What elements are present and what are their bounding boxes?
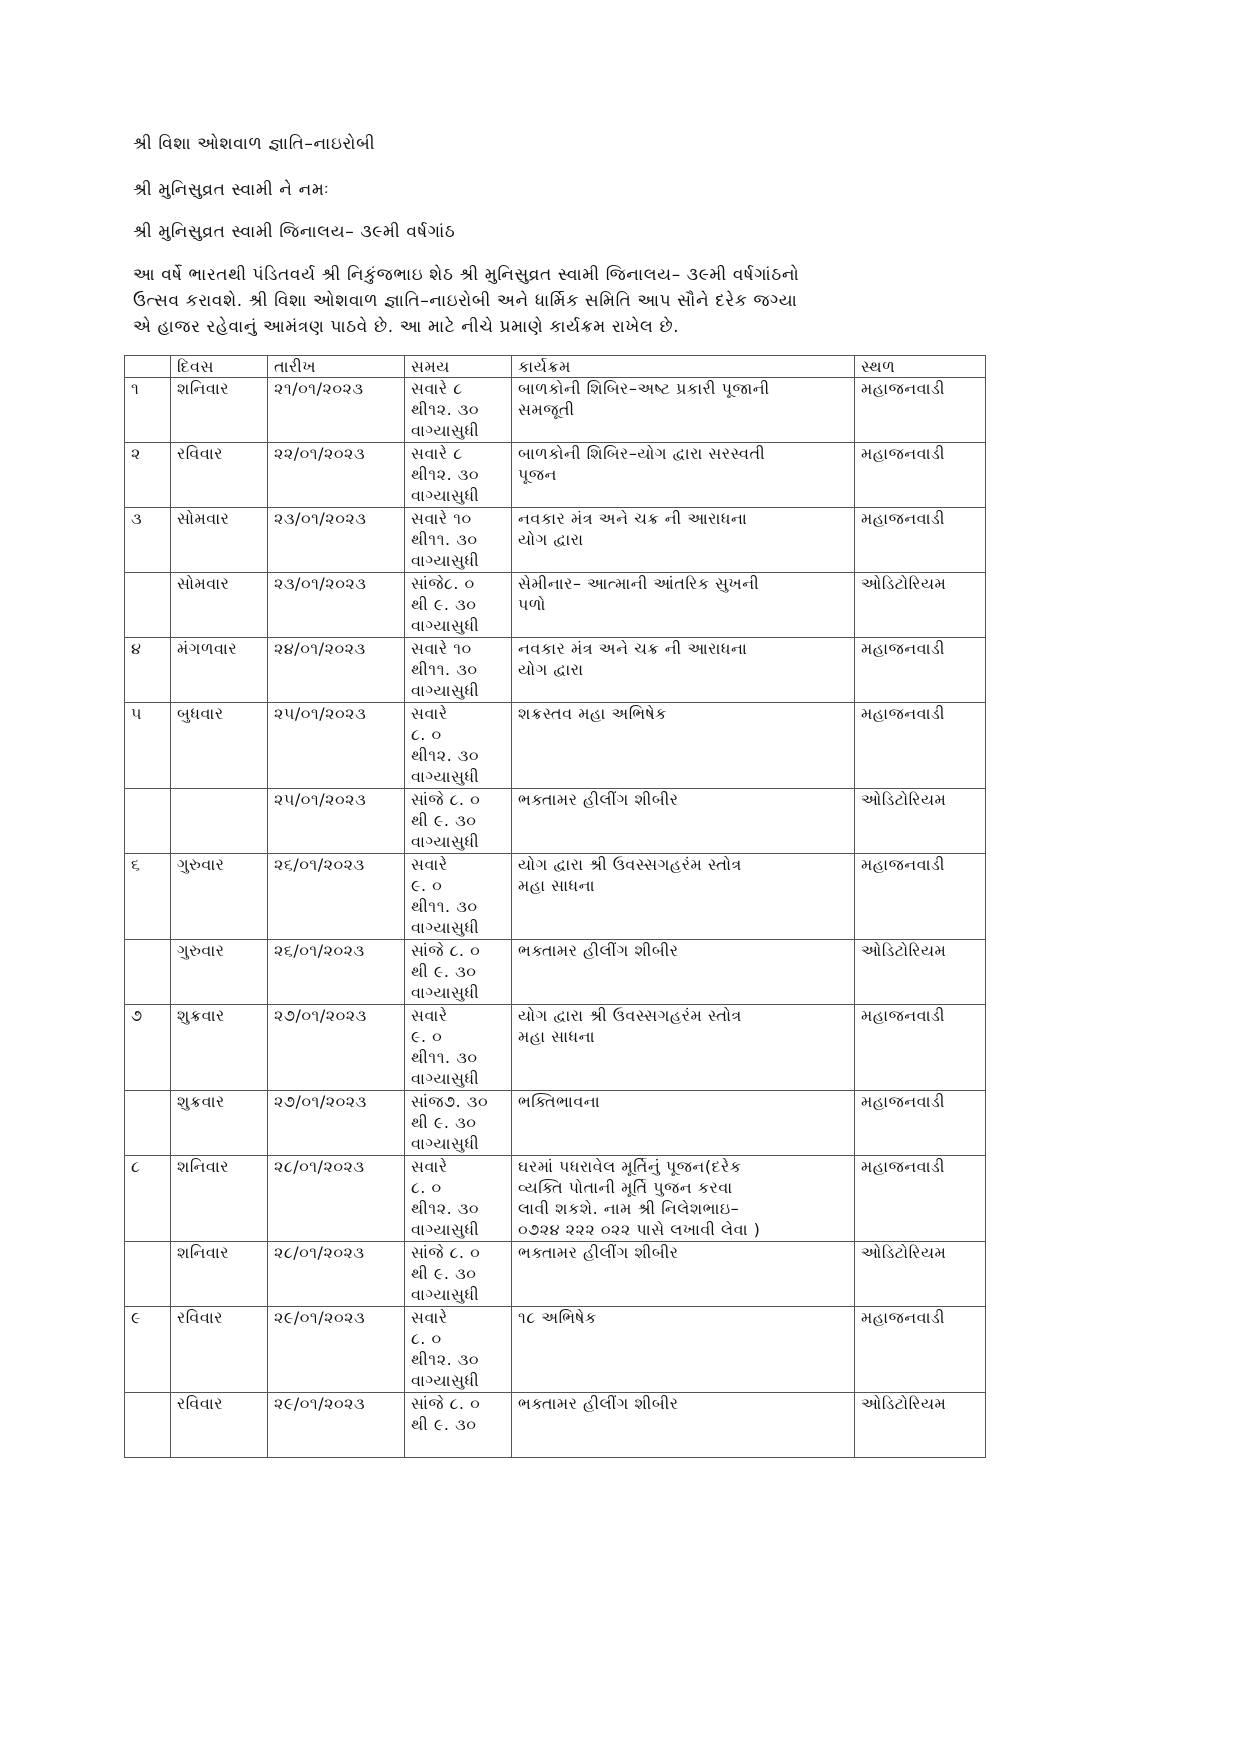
cell-place: ઓડિટોરિયમ bbox=[855, 789, 986, 854]
cell-program bbox=[512, 854, 855, 940]
cell-time-line: સાંજે ૮. ૦ bbox=[411, 1394, 481, 1413]
cell-time bbox=[405, 1307, 512, 1393]
cell-time bbox=[405, 443, 512, 508]
table-row bbox=[125, 1005, 986, 1091]
cell-time-line: વાગ્યાસુધી bbox=[411, 486, 480, 505]
cell-day: બુધવાર bbox=[171, 703, 268, 789]
cell-time-line: સવારે ૧૦ bbox=[411, 509, 472, 528]
cell-time-line: સાંજે ૮. ૦ bbox=[411, 790, 481, 809]
cell-number: ૪ bbox=[125, 638, 171, 703]
cell-time-line: વાગ્યાસુધી bbox=[411, 1220, 480, 1239]
cell-time-line: થી ૯. ૩૦ bbox=[411, 811, 477, 830]
cell-date: ૨૩/૦૧/૨૦૨૩ bbox=[268, 508, 405, 573]
cell-program-line: બાળકોની શિબિર–અષ્ટ પ્રકારી પૂજાની bbox=[518, 379, 770, 398]
schedule-body bbox=[125, 378, 986, 1458]
cell-number: ૯ bbox=[125, 1307, 171, 1393]
cell-place: ઓડિટોરિયમ bbox=[855, 940, 986, 1005]
cell-day: શુક્રવાર bbox=[171, 1005, 268, 1091]
table-row bbox=[125, 1156, 986, 1242]
cell-day: રવિવાર bbox=[171, 443, 268, 508]
cell-day: શુક્રવાર bbox=[171, 1091, 268, 1156]
cell-time bbox=[405, 940, 512, 1005]
table-row bbox=[125, 443, 986, 508]
cell-time bbox=[405, 508, 512, 573]
cell-number: ૨ bbox=[125, 443, 171, 508]
cell-time-line: થી૧૧. ૩૦ bbox=[411, 530, 478, 549]
cell-program-line: નવકાર મંત્ર અને ચક્ર ની આરાધના bbox=[518, 639, 748, 658]
cell-place: ઓડિટોરિયમ bbox=[855, 573, 986, 638]
cell-place: મહાજનવાડી bbox=[855, 1307, 986, 1393]
column-header-date: તારીખ bbox=[268, 356, 405, 378]
intro-paragraph bbox=[133, 262, 993, 340]
cell-time-line: થી ૯. ૩૦ bbox=[411, 1415, 477, 1434]
cell-time-line: થી ૯. ૩૦ bbox=[411, 1113, 477, 1132]
cell-time bbox=[405, 854, 512, 940]
cell-place: મહાજનવાડી bbox=[855, 1091, 986, 1156]
table-row bbox=[125, 1307, 986, 1393]
cell-day: શનિવાર bbox=[171, 1242, 268, 1307]
cell-program bbox=[512, 443, 855, 508]
table-row bbox=[125, 378, 986, 443]
cell-number bbox=[125, 573, 171, 638]
cell-time-line: સાંજે ૮. ૦ bbox=[411, 941, 481, 960]
cell-program-line: યોગ દ્વારા bbox=[518, 530, 584, 549]
cell-time-line: થી૧૧. ૩૦ bbox=[411, 897, 478, 916]
cell-time-line: સાંજ૭. ૩૦ bbox=[411, 1092, 489, 1111]
cell-day: રવિવાર bbox=[171, 1393, 268, 1458]
cell-time-line: થી૧૨. ૩૦ bbox=[411, 1199, 480, 1218]
cell-number bbox=[125, 1393, 171, 1458]
cell-day: સોમવાર bbox=[171, 508, 268, 573]
cell-time-line: સવારે ૮ bbox=[411, 379, 463, 398]
cell-number: ૧ bbox=[125, 378, 171, 443]
cell-program-line: ઘરમાં પધરાવેલ મૂર્તિનું પૂજન(દરેક bbox=[518, 1157, 742, 1176]
cell-time-line: ૮. ૦ bbox=[411, 725, 442, 744]
intro-line: ઉત્સવ કરાવશે. શ્રી વિશા ઓશવાળ જ્ઞાતિ–નાઇરોબી અને ધાર્મિક સમિતિ આપ સૌને દરેક જગ્યા bbox=[133, 291, 798, 311]
cell-day: મંગળવાર bbox=[171, 638, 268, 703]
cell-number bbox=[125, 789, 171, 854]
cell-program-line: ભક્તિભાવના bbox=[518, 1092, 601, 1111]
cell-time-line: થી૧૧. ૩૦ bbox=[411, 660, 478, 679]
cell-day: ગુરુવાર bbox=[171, 940, 268, 1005]
column-header-program: કાર્યક્રમ bbox=[512, 356, 855, 378]
cell-date: ૨૬/૦૧/૨૦૨૩ bbox=[268, 854, 405, 940]
cell-time bbox=[405, 1091, 512, 1156]
cell-time-line: વાગ્યાસુધી bbox=[411, 832, 480, 851]
cell-time bbox=[405, 1005, 512, 1091]
cell-time-line: વાગ્યાસુધી bbox=[411, 1371, 480, 1390]
cell-program bbox=[512, 508, 855, 573]
cell-program-line: ભક્તામર હીલીંગ શીબીર bbox=[518, 941, 679, 960]
cell-time-line: સવારે bbox=[411, 704, 448, 723]
cell-time-line: સવારે ૮ bbox=[411, 444, 463, 463]
cell-date: ૨૮/૦૧/૨૦૨૩ bbox=[268, 1156, 405, 1242]
cell-date: ૨૮/૦૧/૨૦૨૩ bbox=[268, 1242, 405, 1307]
cell-time-line: થી૧૨. ૩૦ bbox=[411, 465, 480, 484]
cell-program-line: લાવી શકશે. નામ શ્રી નિલેશભાઇ– bbox=[518, 1199, 740, 1218]
cell-time-line: થી૧૨. ૩૦ bbox=[411, 1350, 480, 1369]
cell-program bbox=[512, 1156, 855, 1242]
cell-time bbox=[405, 1156, 512, 1242]
table-row bbox=[125, 854, 986, 940]
cell-day: શનિવાર bbox=[171, 378, 268, 443]
cell-time-line: ૮. ૦ bbox=[411, 1329, 442, 1348]
cell-number bbox=[125, 1242, 171, 1307]
table-row bbox=[125, 1242, 986, 1307]
cell-program bbox=[512, 940, 855, 1005]
cell-program-line: મહા સાધના bbox=[518, 876, 595, 895]
cell-program-line: નવકાર મંત્ર અને ચક્ર ની આરાધના bbox=[518, 509, 748, 528]
cell-program bbox=[512, 1393, 855, 1458]
cell-place: મહાજનવાડી bbox=[855, 638, 986, 703]
cell-place: મહાજનવાડી bbox=[855, 443, 986, 508]
cell-time-line: વાગ્યાસુધી bbox=[411, 1285, 480, 1304]
table-header-row bbox=[125, 356, 986, 378]
cell-number bbox=[125, 1091, 171, 1156]
cell-place: ઓડિટોરિયમ bbox=[855, 1393, 986, 1458]
table-row bbox=[125, 1091, 986, 1156]
cell-program bbox=[512, 1091, 855, 1156]
cell-program bbox=[512, 573, 855, 638]
cell-time-line: ૯. ૦ bbox=[411, 1027, 443, 1046]
cell-number: ૮ bbox=[125, 1156, 171, 1242]
cell-date: ૨૨/૦૧/૨૦૨૩ bbox=[268, 443, 405, 508]
cell-day: સોમવાર bbox=[171, 573, 268, 638]
cell-time-line: વાગ્યાસુધી bbox=[411, 421, 480, 440]
cell-program bbox=[512, 378, 855, 443]
cell-program-line: ભક્તામર હીલીંગ શીબીર bbox=[518, 1243, 679, 1262]
cell-time-line: વાગ્યાસુધી bbox=[411, 551, 480, 570]
cell-date: ૨૩/૦૧/૨૦૨૩ bbox=[268, 573, 405, 638]
organization-title: શ્રી વિશા ઓશવાળ જ્ઞાતિ–નાઇરોબી bbox=[133, 134, 376, 154]
cell-date: ૨૬/૦૧/૨૦૨૩ bbox=[268, 940, 405, 1005]
cell-number bbox=[125, 940, 171, 1005]
cell-time bbox=[405, 789, 512, 854]
cell-time-line: થી ૯. ૩૦ bbox=[411, 595, 477, 614]
table-row bbox=[125, 508, 986, 573]
cell-place: મહાજનવાડી bbox=[855, 508, 986, 573]
cell-program-line: ૦૭૨૪ ૨૨૨ ૦૨૨ પાસે લખાવી લેવા ) bbox=[518, 1220, 761, 1239]
cell-date: ૨૭/૦૧/૨૦૨૩ bbox=[268, 1091, 405, 1156]
column-header-time: સમય bbox=[405, 356, 512, 378]
cell-time-line: વાગ્યાસુધી bbox=[411, 616, 480, 635]
cell-program-line: સમજૂતી bbox=[518, 400, 575, 419]
cell-time bbox=[405, 573, 512, 638]
cell-program-line: સેમીનાર– આત્માની આંતરિક સુખની bbox=[518, 574, 760, 593]
schedule-table bbox=[124, 355, 986, 1458]
event-title: શ્રી મુનિસુવ્રત સ્વામી જિનાલય– ૩૯મી વર્ષગાંઠ bbox=[133, 222, 456, 242]
cell-time-line: વાગ્યાસુધી bbox=[411, 983, 480, 1002]
cell-program bbox=[512, 703, 855, 789]
cell-time-line: વાગ્યાસુધી bbox=[411, 918, 480, 937]
cell-program-line: બાળકોની શિબિર–યોગ દ્વારા સરસ્વતી bbox=[518, 444, 766, 463]
cell-date: ૨૫/૦૧/૨૦૨૩ bbox=[268, 789, 405, 854]
cell-time-line: થી ૯. ૩૦ bbox=[411, 1264, 477, 1283]
cell-date: ૨૪/૦૧/૨૦૨૩ bbox=[268, 638, 405, 703]
cell-time bbox=[405, 638, 512, 703]
cell-date: ૨૫/૦૧/૨૦૨૩ bbox=[268, 703, 405, 789]
cell-time-line: ૮. ૦ bbox=[411, 1178, 442, 1197]
cell-time-line: સવારે bbox=[411, 855, 448, 874]
cell-program bbox=[512, 638, 855, 703]
cell-program bbox=[512, 1005, 855, 1091]
cell-time-line: થી૧૨. ૩૦ bbox=[411, 400, 480, 419]
cell-time-line: ૯. ૦ bbox=[411, 876, 443, 895]
cell-time-line: વાગ્યાસુધી bbox=[411, 1134, 480, 1153]
cell-number: ૭ bbox=[125, 1005, 171, 1091]
cell-program-line: ભક્તામર હીલીંગ શીબીર bbox=[518, 790, 679, 809]
cell-time-line: સવારે bbox=[411, 1308, 448, 1327]
table-row bbox=[125, 1393, 986, 1458]
table-row bbox=[125, 573, 986, 638]
cell-program-line: વ્યક્તિ પોતાની મૂર્તિ પુજન કરવા bbox=[518, 1178, 733, 1197]
cell-program-line: યોગ દ્વારા bbox=[518, 660, 584, 679]
cell-day: રવિવાર bbox=[171, 1307, 268, 1393]
column-header-number bbox=[125, 356, 171, 378]
cell-place: મહાજનવાડી bbox=[855, 1005, 986, 1091]
cell-place: મહાજનવાડી bbox=[855, 854, 986, 940]
cell-time bbox=[405, 703, 512, 789]
cell-time-line: વાગ્યાસુધી bbox=[411, 1069, 480, 1088]
cell-day: ગુરુવાર bbox=[171, 854, 268, 940]
cell-time-line: વાગ્યાસુધી bbox=[411, 767, 480, 786]
cell-program-line: યોગ દ્વારા શ્રી ઉવસ્સગહરંમ સ્તોત્ર bbox=[518, 1006, 742, 1025]
cell-program-line: પૂજન bbox=[518, 465, 557, 484]
cell-time bbox=[405, 1393, 512, 1458]
salutation-line: શ્રી મુનિસુવ્રત સ્વામી ને નમઃ bbox=[133, 180, 330, 200]
column-header-place: સ્થળ bbox=[855, 356, 986, 378]
cell-program bbox=[512, 789, 855, 854]
intro-line: આ વર્ષે ભારતથી પંડિતવર્ય શ્રી નિકુંજભાઇ શેઠ શ્રી મુનિસુવ્રત સ્વામી જિનાલય– ૩૯મી વર્ષગાંઠનો bbox=[133, 265, 800, 285]
table-row bbox=[125, 940, 986, 1005]
cell-number: ૫ bbox=[125, 703, 171, 789]
cell-date: ૨૧/૦૧/૨૦૨૩ bbox=[268, 378, 405, 443]
cell-place: મહાજનવાડી bbox=[855, 703, 986, 789]
cell-time-line: થી ૯. ૩૦ bbox=[411, 962, 477, 981]
cell-place: મહાજનવાડી bbox=[855, 1156, 986, 1242]
column-header-day: દિવસ bbox=[171, 356, 268, 378]
cell-number: ૬ bbox=[125, 854, 171, 940]
cell-date: ૨૯/૦૧/૨૦૨૩ bbox=[268, 1307, 405, 1393]
cell-time bbox=[405, 1242, 512, 1307]
cell-time-line: સાંજે૮. ૦ bbox=[411, 574, 475, 593]
cell-program-line: શક્રસ્તવ મહા અભિષેક bbox=[518, 704, 667, 723]
cell-number: ૩ bbox=[125, 508, 171, 573]
cell-day bbox=[171, 789, 268, 854]
cell-day: શનિવાર bbox=[171, 1156, 268, 1242]
cell-program-line: મહા સાધના bbox=[518, 1027, 595, 1046]
intro-line: એ હાજર રહેવાનું આમંત્રણ પાઠવે છે. આ માટે નીચે પ્રમાણે કાર્યક્રમ રાખેલ છે. bbox=[133, 317, 680, 337]
cell-program-line: પળો bbox=[518, 595, 546, 614]
cell-place: મહાજનવાડી bbox=[855, 378, 986, 443]
table-row bbox=[125, 703, 986, 789]
cell-time-line: સવારે bbox=[411, 1006, 448, 1025]
cell-time-line: થી૧૧. ૩૦ bbox=[411, 1048, 478, 1067]
cell-program bbox=[512, 1242, 855, 1307]
cell-date: ૨૭/૦૧/૨૦૨૩ bbox=[268, 1005, 405, 1091]
cell-program-line: યોગ દ્વારા શ્રી ઉવસ્સગહરંમ સ્તોત્ર bbox=[518, 855, 742, 874]
table-row bbox=[125, 789, 986, 854]
cell-date: ૨૯/૦૧/૨૦૨૩ bbox=[268, 1393, 405, 1458]
cell-program-line: ૧૮ અભિષેક bbox=[518, 1308, 597, 1327]
cell-time-line: સવારે bbox=[411, 1157, 448, 1176]
table-row bbox=[125, 638, 986, 703]
cell-time-line: વાગ્યાસુધી bbox=[411, 681, 480, 700]
cell-time bbox=[405, 378, 512, 443]
cell-program bbox=[512, 1307, 855, 1393]
cell-time-line: સાંજે ૮. ૦ bbox=[411, 1243, 481, 1262]
cell-time-line: સવારે ૧૦ bbox=[411, 639, 472, 658]
cell-time-line: થી૧૨. ૩૦ bbox=[411, 746, 480, 765]
cell-place: ઓડિટોરિયમ bbox=[855, 1242, 986, 1307]
cell-program-line: ભક્તામર હીલીંગ શીબીર bbox=[518, 1394, 679, 1413]
